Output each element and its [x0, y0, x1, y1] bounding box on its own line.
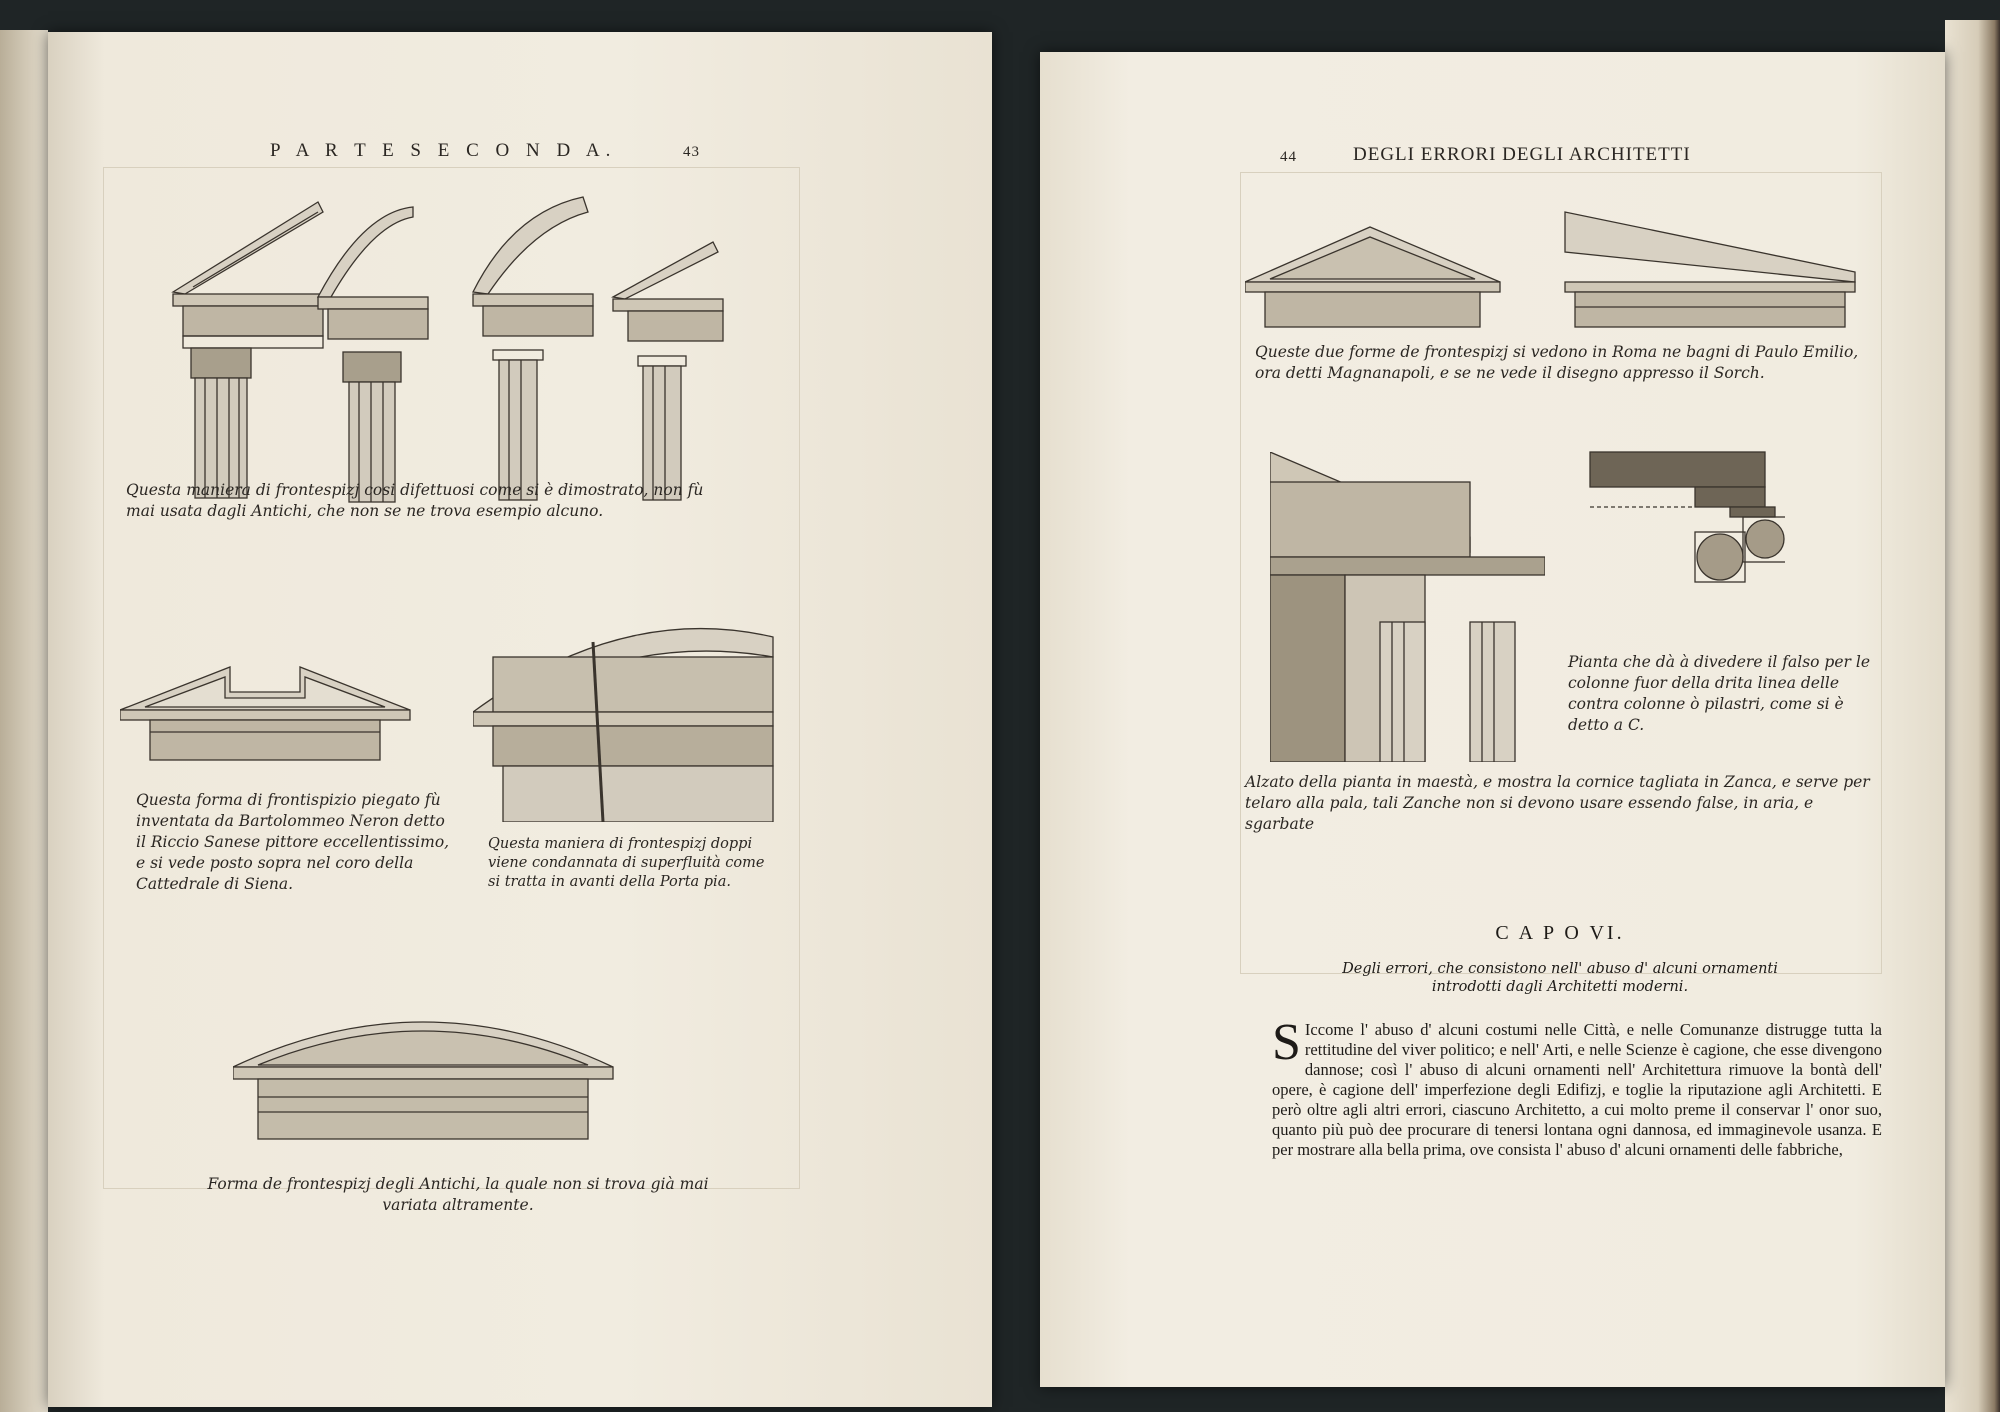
double-pediment-illustration — [473, 612, 778, 822]
cornice-elevation-illustration — [1270, 452, 1545, 762]
left-page — [48, 32, 992, 1407]
running-head: P A R T E S E C O N D A. — [270, 140, 617, 161]
figure-caption-3: Questa maniera di frontespizj doppi viene condannata di superfluità come si tratta in avanti della Porta pia. — [488, 836, 765, 890]
running-head: DEGLI ERRORI DEGLI ARCHITETTI — [1353, 144, 1691, 165]
figure-caption-1: Questa maniera di frontespizj cosi difettuosi come si è dimostrato, non fù mai usata dagli Antichi, che non se ne trova esempio alcuno. — [126, 481, 704, 520]
next-pages-edge — [1945, 20, 2000, 1412]
segmental-pediment-illustration — [233, 997, 618, 1162]
drop-cap: S — [1272, 1014, 1301, 1071]
previous-pages-edge — [0, 30, 48, 1412]
figure-caption-two-pediments: Queste due forme de frontespizj si vedono in Roma ne bagni di Paulo Emilio, ora detti Magnanapoli, e se ne vede il disegno appresso il Sorch. — [1255, 343, 1859, 382]
figure-caption-4: Forma de frontespizj degli Antichi, la quale non si trova già mai variata altramente. — [207, 1175, 709, 1214]
page-number: 43 — [683, 144, 700, 160]
chapter-body — [1272, 1014, 1882, 1160]
broken-pediments-illustration — [113, 172, 783, 512]
figure-caption-plan: Pianta che dà à divedere il falso per le colonne fuor della drita linea delle contra colonne ò pilastri, come si è detto a C. — [1568, 653, 1870, 734]
figure-caption-elevation: Alzato della pianta in maestà, e mostra la cornice tagliata in Zanca, e serve per telaro alla pala, tali Zanche non si devono usare essendo false, in aria, e sgarbate — [1245, 773, 1870, 833]
split-pediment-illustration — [120, 632, 420, 782]
chapter-title: C A P O VI. — [1495, 922, 1625, 944]
right-page — [1040, 52, 1945, 1387]
column-plan-illustration — [1585, 447, 1785, 617]
chapter-subtitle: Degli errori, che consistono nell' abuso d' alcuni ornamenti introdotti dagli Architetti moderni. — [1342, 961, 1778, 995]
page-number: 44 — [1280, 149, 1297, 165]
chapter-body-text: Iccome l' abuso d' alcuni costumi nelle Città, e nelle Comunanze distrugge tutta la rettitudine del viver politico; e nell' Arti, e nelle Scienze è cagione, che esse divengono dannose; così l' abuso di alcuni ornamenti nell' Architettura rimuove la bontà dell' opere, è cagione dell' imperfezione degli Edifizj, e toglie la riputazione agli Architetti. E però oltre agli altri errori, ciascuno Architetto, a cui molto preme il conservar l' onor suo, quanto più può dee procurare di tenersi lontana ogni dannosa, ed immaginevole usanza. E per mostrare alla bella prima, ove consista l' abuso d' alcuni ornamenti delle fabbriche, — [1272, 1020, 1882, 1159]
figure-caption-2: Questa forma di frontispizio piegato fù inventata da Bartolommeo Neron detto il Riccio Sanese pittore eccellentissimo, e si vede posto sopra nel coro della Cattedrale di Siena. — [136, 791, 450, 893]
